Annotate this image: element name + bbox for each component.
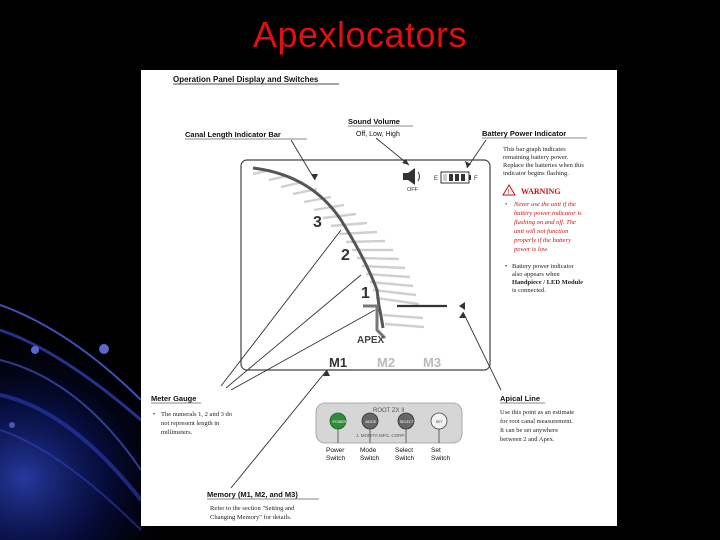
warning-line-3: flashing on and off. The [514,219,576,226]
warning-icon [503,185,515,196]
battery-note-2: also appears when [512,271,560,278]
warning-line-5: properly if the battery [514,237,571,244]
select-switch-sub: Switch [395,455,415,462]
document-figure [141,70,617,526]
memory-text-2: Changing Memory" for details. [210,514,292,521]
canal-length-label: Canal Length Indicator Bar [185,130,281,139]
operation-panel-diagram [141,70,617,526]
warning-line-6: power is low. [514,246,549,253]
mode-switch-sub: Switch [360,455,380,462]
mode-switch-name: Mode [360,447,377,454]
device-model: ROOT ZX II [373,408,405,414]
gauge-numeral-3: 3 [313,214,322,231]
meter-gauge-label: Meter Gauge [151,394,197,403]
battery-note-1: Battery power indicator [512,263,574,270]
svg-text:•: • [153,411,156,418]
apical-text-1: Use this point as an estimate [500,409,575,416]
apex-label: APEX [357,335,385,346]
battery-text-1: This bar graph indicates [503,146,566,153]
device-maker: J. MORITA MFG. CORP. [356,433,406,438]
memory-text-1: Refer to the section "Setting and [210,505,295,512]
set-switch-name: Set [431,447,441,454]
set-button-label: SET [435,420,443,424]
gauge-numeral-2: 2 [341,247,350,264]
select-button[interactable] [398,413,415,429]
memory-m2: M2 [377,355,396,370]
battery-text-3: Replace the batteries when this [503,162,584,169]
svg-text:•: • [505,263,508,270]
battery-e-label: E [434,176,439,182]
meter-note-2: not represent length in [161,420,220,427]
warning-line-4: unit will not function [514,228,569,235]
doc-heading: Operation Panel Display and Switches [173,75,319,84]
svg-text:•: • [505,201,508,208]
power-switch-name: Power [326,447,345,454]
slide-title: Apexlocators [252,14,468,55]
sound-options-text: Off, Low, High [356,131,400,138]
meter-note-3: millimeters. [161,429,193,436]
select-switch-name: Select [395,447,414,454]
battery-text-4: indicator begins flashing. [503,170,569,177]
apical-text-2: for root canal measurement. [500,418,573,425]
battery-note-4: is connected. [512,287,546,294]
power-button-label: POWER [332,420,347,424]
meter-note-1: The numerals 1, 2 and 3 do [161,411,232,418]
mode-button[interactable] [362,413,378,429]
warning-line-2: battery power indicator is [514,210,582,217]
warning-title: WARNING [521,187,561,196]
mode-button-label: MODE [365,420,377,424]
battery-note-3: Handpiece / LED Module [512,279,583,286]
gauge-numeral-1: 1 [361,285,370,302]
memory-label: Memory (M1, M2, and M3) [207,490,298,499]
set-switch-sub: Switch [431,455,451,462]
apical-text-3: It can be set anywhere [500,427,559,434]
memory-m1: M1 [329,355,348,370]
svg-text:!: ! [507,189,510,196]
sound-off-label: OFF [407,187,418,193]
sound-volume-label: Sound Volume [348,117,400,126]
display-panel [241,160,490,370]
power-button[interactable] [330,413,346,429]
set-button[interactable] [431,413,447,429]
apical-line-label: Apical Line [500,394,541,403]
memory-m3: M3 [423,355,442,370]
battery-f-label: F [474,176,478,182]
battery-label: Battery Power Indicator [482,129,567,138]
apical-text-4: between 2 and Apex. [500,436,555,443]
warning-line-1: Never use the unit if the [514,201,576,208]
power-switch-sub: Switch [326,455,346,462]
select-button-label: SELECT [399,420,414,424]
battery-text-2: remaining battery power. [503,154,569,161]
